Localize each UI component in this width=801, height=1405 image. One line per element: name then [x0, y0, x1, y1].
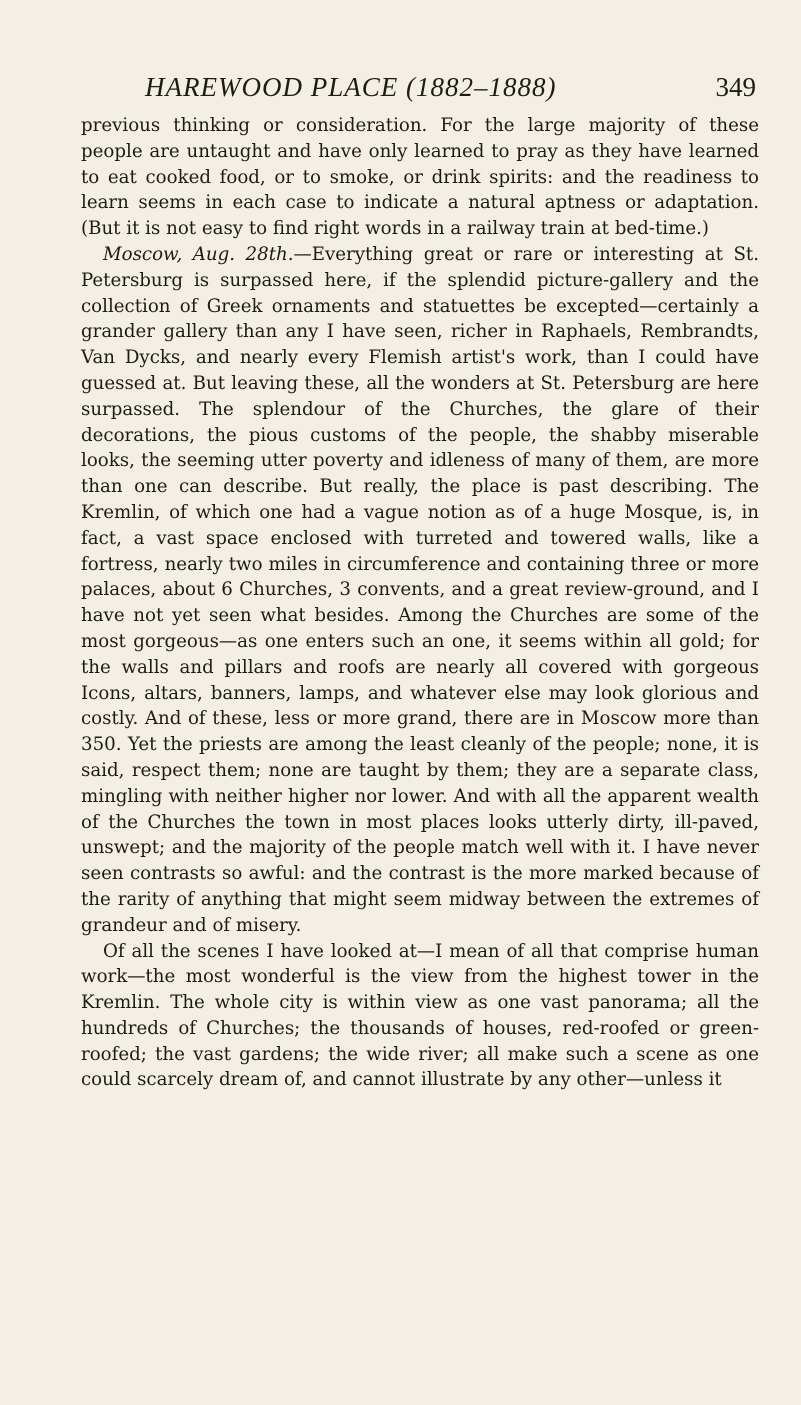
paragraph-2 — [81, 242, 759, 939]
running-title: HAREWOOD PLACE (1882–1888) — [145, 72, 557, 102]
paragraph-2-text: —Everything great or rare or interesting at St. Petersburg is surpassed here, if the splendid picture-gallery and the collection of Greek ornaments and statuettes be excepted—certainly a grander gallery than any I have seen, richer in Raphaels, Rembrandts, Van Dycks, and nearly every Flemish artist's work, than I could have guessed at. But leaving these, all the wonders at St. Petersburg are here surpassed. The splendour of the Churches, the glare of their decorations, the pious customs of the people, the shabby miserable looks, the seeming utter poverty and idleness of many of them, are more than one can describe. But really, the place is past describing. The Kremlin, of which one had a vague notion as of a huge Mosque, is, in fact, a vast space enclosed with turreted and towered walls, like a fortress, nearly two miles in circumference and containing three or more palaces, about 6 Churches, 3 convents, and a great review-ground, and I have not yet seen what besides. Among the Churches are some of the most gorgeous—as one enters such an one, it seems within all gold; for the walls and pillars and roofs are nearly all covered with gorgeous Icons, altars, banners, lamps, and whatever else may look glorious and costly. And of these, less or more grand, there are in Moscow more than 350. Yet the priests are among the least cleanly of the people; none, it is said, respect them; none are taught by them; they are a separate class, mingling with neither higher nor lower. And with all the apparent wealth of the Churches the town in most places looks utterly dirty, ill-paved, unswept; and the majority of the people match well with it. I have never seen contrasts so awful: and the contrast is the more marked because of the rarity of anything that might seem midway between the extremes of grandeur and of misery. — [81, 243, 759, 936]
entry-date: Moscow, Aug. 28th. — [103, 243, 294, 265]
page-number: 349 — [715, 72, 756, 102]
paragraph-3: Of all the scenes I have looked at—I mean of all that comprise human work—the most wonderful is the view from the highest tower in the Kremlin. The whole city is within view as one vast panorama; all the hundreds of Churches; the thousands of houses, red-roofed or green-roofed; the vast gardens; the wide river; all make such a scene as one could scarcely dream of, and cannot illustrate by any other—unless it — [81, 940, 759, 1091]
running-head — [80, 72, 756, 106]
body-text — [81, 113, 759, 1093]
paragraph-1: previous thinking or consideration. For the large majority of these people are untaught and have only learned to pray as they have learned to eat cooked food, or to smoke, or drink spirits: and the readiness to learn seems in each case to indicate a natural aptness or adaptation. (But it is not easy to find right words in a railway train at bed-time.) — [81, 115, 759, 240]
